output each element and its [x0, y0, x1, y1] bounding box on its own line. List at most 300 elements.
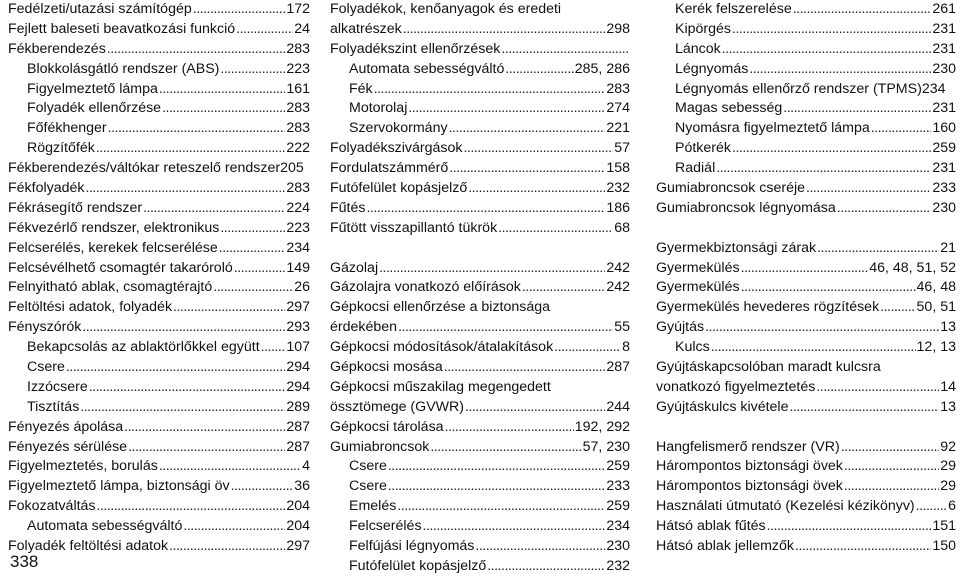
dot-leader [108, 119, 286, 139]
dot-leader [80, 398, 285, 418]
index-entry-text: Hátsó ablak jellemzők [656, 538, 794, 555]
index-entry [330, 40, 630, 60]
index-entry [656, 139, 956, 159]
index-entry-page: 205 [280, 160, 304, 177]
dot-leader [844, 457, 939, 477]
index-entry-page: 230 [932, 60, 956, 77]
index-column-3 [656, 0, 956, 557]
index-entry [330, 438, 630, 458]
index-entry-text: Fűtés [330, 199, 366, 216]
index-entry-page: 232 [606, 180, 630, 197]
index-entry-text: Automata sebességváltó [349, 60, 505, 77]
index-entry-text: Izzócsere [27, 378, 88, 395]
index-entry [656, 278, 956, 298]
dot-leader [183, 517, 285, 537]
index-entry-text: Kerék felszerelése [675, 1, 792, 17]
index-entry [8, 378, 310, 398]
index-entry-page: 283 [606, 80, 630, 97]
dot-leader [449, 119, 606, 139]
dot-leader [741, 278, 916, 298]
index-entry [656, 199, 956, 219]
dot-leader [475, 537, 605, 557]
index-entry [330, 259, 630, 279]
index-entry-page: 46, 48, 51, 52 [869, 259, 956, 276]
index-entry-page: 57, 230 [582, 438, 630, 455]
index-entry-page: 233 [606, 478, 630, 495]
index-entry-text: érdekében [330, 319, 398, 336]
index-entry [8, 40, 310, 60]
index-entry-page: 46, 48 [916, 279, 956, 296]
index-entry-text: Hárompontos biztonsági övek [656, 458, 843, 475]
dot-leader [880, 298, 915, 318]
index-entry [8, 398, 310, 418]
dot-leader [193, 0, 286, 20]
index-entry-page: 36 [294, 478, 310, 495]
index-entry [330, 20, 630, 40]
index-entry-page: 231 [932, 160, 956, 177]
dot-leader [261, 338, 286, 358]
index-entry-page: 261 [932, 1, 956, 17]
index-entry [330, 119, 630, 139]
dot-leader [444, 358, 606, 378]
index-entry-page: 287 [606, 359, 630, 376]
dot-leader [749, 60, 931, 80]
index-entry [656, 80, 956, 100]
dot-leader [423, 517, 606, 537]
index-entry-page: 224 [286, 199, 310, 216]
index-entry [330, 318, 630, 338]
index-entry-page: 12, 13 [916, 339, 956, 356]
index-column-1 [8, 0, 310, 557]
index-entry-text: Emelés [349, 498, 397, 515]
index-entry-page: 283 [286, 120, 310, 137]
dot-leader [554, 338, 621, 358]
dot-leader [398, 318, 613, 338]
index-entry [330, 199, 630, 219]
dot-leader [143, 199, 285, 219]
index-entry-page: 294 [286, 359, 310, 376]
index-entry-text: Blokkolásgátló rendszer (ABS) [27, 60, 220, 77]
index-entry-text: Gyújtáskulcs kivétele [656, 398, 789, 415]
dot-leader [97, 497, 286, 517]
index-entry-page: 233 [932, 180, 956, 197]
index-entry-text: Légnyomás [675, 60, 749, 77]
page-number: 338 [10, 552, 39, 571]
index-entry-page: 297 [286, 538, 310, 555]
index-entry [8, 537, 310, 557]
dot-leader [463, 139, 613, 159]
dot-leader [789, 398, 939, 418]
dot-leader [498, 219, 613, 239]
dot-leader [219, 239, 286, 259]
index-entry-page: 24 [294, 20, 310, 37]
index-entry-page: 50, 51 [916, 299, 956, 316]
dot-leader [501, 40, 629, 60]
dot-leader [871, 119, 932, 139]
dot-leader [408, 99, 605, 119]
index-entry-text: Fordulatszámmérő [330, 160, 449, 177]
index-entry-page: 8 [622, 339, 630, 356]
index-entry-page: 223 [286, 60, 310, 77]
index-entry-page: 221 [606, 120, 630, 137]
index-entry-text: Légnyomás ellenőrző rendszer (TPMS) [675, 80, 922, 97]
index-entry-text: Hangfelismerő rendszer (VR) [656, 438, 840, 455]
index-entry-text: Hátsó ablak fűtés [656, 518, 766, 535]
index-entry [656, 438, 956, 458]
index-entry-page: 283 [286, 100, 310, 117]
dot-leader [445, 418, 574, 438]
index-entry [656, 378, 956, 398]
index-entry-page: 6 [948, 498, 956, 515]
index-entry [330, 398, 630, 418]
index-spacer [656, 219, 956, 239]
index-entry [330, 497, 630, 517]
index-entry-text: Fékfolyadék [8, 180, 85, 197]
index-entry-text: Felcserélés, kerekek felcserélése [8, 239, 218, 256]
index-entry-text: Fűtött visszapillantó tükrök [330, 219, 498, 236]
index-entry [656, 298, 956, 318]
dot-leader [732, 20, 931, 40]
index-entry-text: Gumiabroncsok cseréje [656, 180, 806, 197]
index-entry-page: 234 [921, 80, 946, 97]
index-entry-page: 107 [286, 339, 310, 356]
index-entry-page: 172 [286, 1, 310, 17]
index-entry-text: Gyújtás [656, 319, 705, 336]
index-entry-page: 230 [606, 538, 630, 555]
dot-leader [159, 457, 301, 477]
index-entry [8, 60, 310, 80]
index-entry [330, 179, 630, 199]
index-entry-text: Folyadékszivárgások [330, 140, 463, 157]
index-entry-text: Futófelület kopásjelző [349, 557, 487, 574]
index-entry-text: Gyújtáskapcsolóban maradt kulcsra [656, 359, 881, 376]
index-entry-page: 222 [286, 140, 310, 157]
dot-leader [96, 139, 286, 159]
index-entry-page: 232 [606, 557, 630, 574]
index-entry-text: Főfékhenger [27, 120, 107, 137]
index-entry-page: 231 [932, 20, 956, 37]
index-entry-page: 204 [286, 518, 310, 535]
index-entry [656, 517, 956, 537]
index-entry [8, 497, 310, 517]
index-entry [656, 0, 956, 20]
index-entry-page: 26 [294, 279, 310, 296]
dot-leader [430, 438, 581, 458]
index-entry [330, 0, 630, 20]
dot-leader [837, 199, 932, 219]
index-entry-page: 287 [286, 438, 310, 455]
index-entry [330, 477, 630, 497]
index-entry [8, 477, 310, 497]
index-entry-text: Fényezés ápolása [8, 418, 124, 435]
index-entry-text: Fékberendezés/váltókar reteszelő rendszer [8, 160, 281, 177]
index-entry-text: Gépkocsi mosása [330, 359, 443, 376]
index-entry [8, 199, 310, 219]
index-entry-text: Csere [349, 458, 387, 475]
index-entry-page: 231 [932, 40, 956, 57]
index-entry [656, 338, 956, 358]
index-entry-text: össztömege (GVWR) [330, 398, 465, 415]
dot-leader [128, 438, 285, 458]
index-entry-text: Csere [349, 478, 387, 495]
dot-leader [816, 378, 939, 398]
index-entry-text: Motorolaj [349, 100, 408, 117]
index-entry-text: Pótkerék [675, 140, 731, 157]
index-entry-text: Felnyitható ablak, csomagtérajtó [8, 279, 213, 296]
dot-leader [468, 179, 605, 199]
index-entry [656, 159, 956, 179]
index-entry-page: 192, 292 [574, 418, 630, 435]
index-entry [656, 179, 956, 199]
dot-leader [711, 338, 916, 358]
index-entry-text: Bekapcsolás az ablaktörlőkkel együtt [27, 339, 260, 356]
index-entry-text: Gyermekülés [656, 279, 740, 296]
index-entry-text: Automata sebességváltó [27, 518, 183, 535]
index-entry [656, 119, 956, 139]
index-entry-page: 294 [286, 378, 310, 395]
index-entry-text: Gyermekülés hevederes rögzítések [656, 299, 880, 316]
index-entry-text: Tisztítás [27, 398, 80, 415]
index-entry-text: Nyomásra figyelmeztető lámpa [675, 120, 870, 137]
index-entry-page: 259 [606, 498, 630, 515]
index-entry [330, 139, 630, 159]
index-entry-text: Folyadék ellenőrzése [27, 100, 162, 117]
dot-leader [767, 517, 932, 537]
dot-leader [741, 259, 869, 279]
index-entry [8, 457, 310, 477]
index-entry-page: 29 [940, 458, 956, 475]
index-entry-text: Folyadékszint ellenőrzések [330, 40, 501, 57]
dot-leader [366, 199, 605, 219]
dot-leader [169, 537, 285, 557]
index-entry-text: Figyelmeztető lámpa [27, 80, 158, 97]
dot-leader [795, 537, 931, 557]
index-entry [330, 80, 630, 100]
index-entry [8, 239, 310, 259]
index-entry-page: 223 [286, 219, 310, 236]
index-entry [330, 278, 630, 298]
index-entry-text: Magas sebesség [675, 100, 783, 117]
dot-leader [403, 20, 606, 40]
index-entry [8, 80, 310, 100]
index-entry [8, 179, 310, 199]
dot-leader [388, 457, 605, 477]
index-entry-text: Radiál [675, 160, 716, 177]
index-entry [8, 159, 310, 179]
index-entry-page: 14 [940, 378, 956, 395]
index-entry-text: alkatrészek [330, 20, 402, 37]
index-entry [330, 537, 630, 557]
index-entry-text: Rögzítőfék [27, 140, 95, 157]
index-entry [8, 119, 310, 139]
dot-leader [231, 477, 294, 497]
index-entry-text: Feltöltési adatok, folyadék [8, 299, 173, 316]
index-entry [8, 338, 310, 358]
index-entry-text: Figyelmeztető lámpa, biztonsági öv [8, 478, 230, 495]
index-entry [8, 219, 310, 239]
index-entry-page: 289 [286, 398, 310, 415]
dot-leader [213, 278, 293, 298]
dot-leader [916, 497, 947, 517]
index-entry-text: Felcsévélhető csomagtér takaróroló [8, 259, 233, 276]
dot-leader [220, 219, 285, 239]
index-entry [330, 457, 630, 477]
index-entry-text: Láncok [675, 40, 721, 57]
index-entry [656, 60, 956, 80]
index-entry-page: 231 [932, 100, 956, 117]
index-entry [656, 259, 956, 279]
index-entry-page: 21 [940, 239, 956, 256]
index-entry-page: 234 [286, 239, 310, 256]
index-entry-text: Szervokormány [349, 120, 448, 137]
index-entry [330, 358, 630, 378]
index-spacer [330, 239, 630, 259]
index-entry-page: 230 [932, 199, 956, 216]
index-entry-text: Figyelmeztetés, borulás [8, 458, 158, 475]
dot-leader [705, 318, 939, 338]
index-entry-text: Gázolajra vonatkozó előírások [330, 279, 521, 296]
index-entry-text: Fényszórók [8, 319, 82, 336]
index-entry-page: 13 [940, 319, 956, 336]
index-entry-text: Gépkocsi módosítások/átalakítások [330, 339, 554, 356]
index-entry [330, 298, 630, 318]
index-entry [656, 457, 956, 477]
index-entry [8, 99, 310, 119]
index-entry [656, 477, 956, 497]
index-entry-text: Fékvezérlő rendszer, elektronikus [8, 219, 220, 236]
dot-leader [82, 318, 285, 338]
dot-leader [66, 358, 285, 378]
index-entry-text: Fékberendezés [8, 40, 106, 57]
index-entry-page: 259 [606, 458, 630, 475]
index-entry-text: Gépkocsi tárolása [330, 418, 444, 435]
dot-leader [505, 60, 573, 80]
index-entry [656, 99, 956, 119]
index-entry [8, 139, 310, 159]
index-entry-page: 298 [606, 20, 630, 37]
index-entry-text: Csere [27, 359, 65, 376]
dot-leader [220, 60, 285, 80]
index-entry [330, 60, 630, 80]
dot-leader [722, 40, 932, 60]
index-entry-page: 150 [932, 538, 956, 555]
index-entry-text: Gépkocsi ellenőrzése a biztonsága [330, 299, 551, 316]
index-entry-page: 242 [606, 279, 630, 296]
index-entry [330, 378, 630, 398]
index-entry-text: Gépkocsi műszakilag megengedett [330, 378, 551, 395]
index-entry-text: Gumiabroncsok légnyomása [656, 199, 836, 216]
dot-leader [397, 497, 605, 517]
index-entry [8, 0, 310, 20]
index-entry-text: Fényezés sérülése [8, 438, 128, 455]
index-spacer [656, 418, 956, 438]
index-entry-page: 274 [606, 100, 630, 117]
index-entry-text: Kulcs [675, 339, 710, 356]
dot-leader [817, 239, 939, 259]
dot-leader [124, 418, 285, 438]
index-entry-page: 242 [606, 259, 630, 276]
dot-leader [173, 298, 285, 318]
index-entry-text: Fokozatváltás [8, 498, 96, 515]
index-entry [656, 398, 956, 418]
index-entry-page: 244 [606, 398, 630, 415]
index-entry-text: Felcserélés [349, 518, 422, 535]
index-entry-page: 161 [286, 80, 310, 97]
index-entry [8, 20, 310, 40]
index-entry-text: Gyermekülés [656, 259, 740, 276]
index-entry-page: 186 [606, 199, 630, 216]
index-entry [656, 497, 956, 517]
index-entry-text: Futófelület kopásjelző [330, 180, 468, 197]
dot-leader [844, 477, 939, 497]
index-entry-text: vonatkozó figyelmeztetés [656, 378, 816, 395]
dot-leader [236, 20, 293, 40]
index-entry-text: Gumiabroncsok [330, 438, 430, 455]
index-entry-text: Fedélzeti/utazási számítógép [8, 1, 192, 17]
index-entry-text: Gyermekbiztonsági zárak [656, 239, 817, 256]
index-entry-page: 158 [606, 160, 630, 177]
index-entry-page: 204 [286, 498, 310, 515]
dot-leader [159, 80, 285, 100]
index-entry-page: 92 [940, 438, 956, 455]
dot-leader [449, 159, 605, 179]
index-entry-page: 13 [940, 398, 956, 415]
index-entry-page: 259 [932, 140, 956, 157]
index-entry-page: 149 [286, 259, 310, 276]
index-entry [330, 517, 630, 537]
index-entry-text: Gázolaj [330, 259, 379, 276]
index-entry-page: 151 [932, 518, 956, 535]
dot-leader [732, 139, 931, 159]
index-entry-page: 4 [302, 458, 310, 475]
index-entry-page: 57 [614, 140, 630, 157]
index-entry [8, 418, 310, 438]
index-entry-text: Folyadék feltöltési adatok [8, 538, 169, 555]
index-entry-text: Felfújási légnyomás [349, 538, 475, 555]
index-entry [656, 239, 956, 259]
index-entry [330, 219, 630, 239]
index-entry-page: 234 [606, 518, 630, 535]
index-entry-text: Fékrásegítő rendszer [8, 199, 143, 216]
dot-leader [465, 398, 605, 418]
index-entry-text: Fejlett baleseti beavatkozási funkció [8, 20, 236, 37]
index-entry [8, 259, 310, 279]
dot-leader [374, 80, 606, 100]
dot-leader [716, 159, 931, 179]
index-entry-text: Fék [349, 80, 373, 97]
dot-leader [793, 0, 932, 20]
dot-leader [89, 378, 286, 398]
dot-leader [841, 438, 940, 458]
index-entry [656, 40, 956, 60]
index-entry-page: 283 [286, 180, 310, 197]
dot-leader [388, 477, 605, 497]
index-entry-text: Kipörgés [675, 20, 731, 37]
index-entry [330, 338, 630, 358]
dot-leader [783, 99, 931, 119]
index-entry [8, 298, 310, 318]
index-entry-page: 29 [940, 478, 956, 495]
index-entry [8, 517, 310, 537]
index-entry [330, 159, 630, 179]
index-entry-text: Használati útmutató (Kezelési kézikönyv) [656, 498, 915, 515]
index-entry [8, 438, 310, 458]
dot-leader [234, 259, 286, 279]
index-entry [656, 537, 956, 557]
index-column-2 [330, 0, 630, 577]
index-entry [8, 358, 310, 378]
index-entry [8, 318, 310, 338]
